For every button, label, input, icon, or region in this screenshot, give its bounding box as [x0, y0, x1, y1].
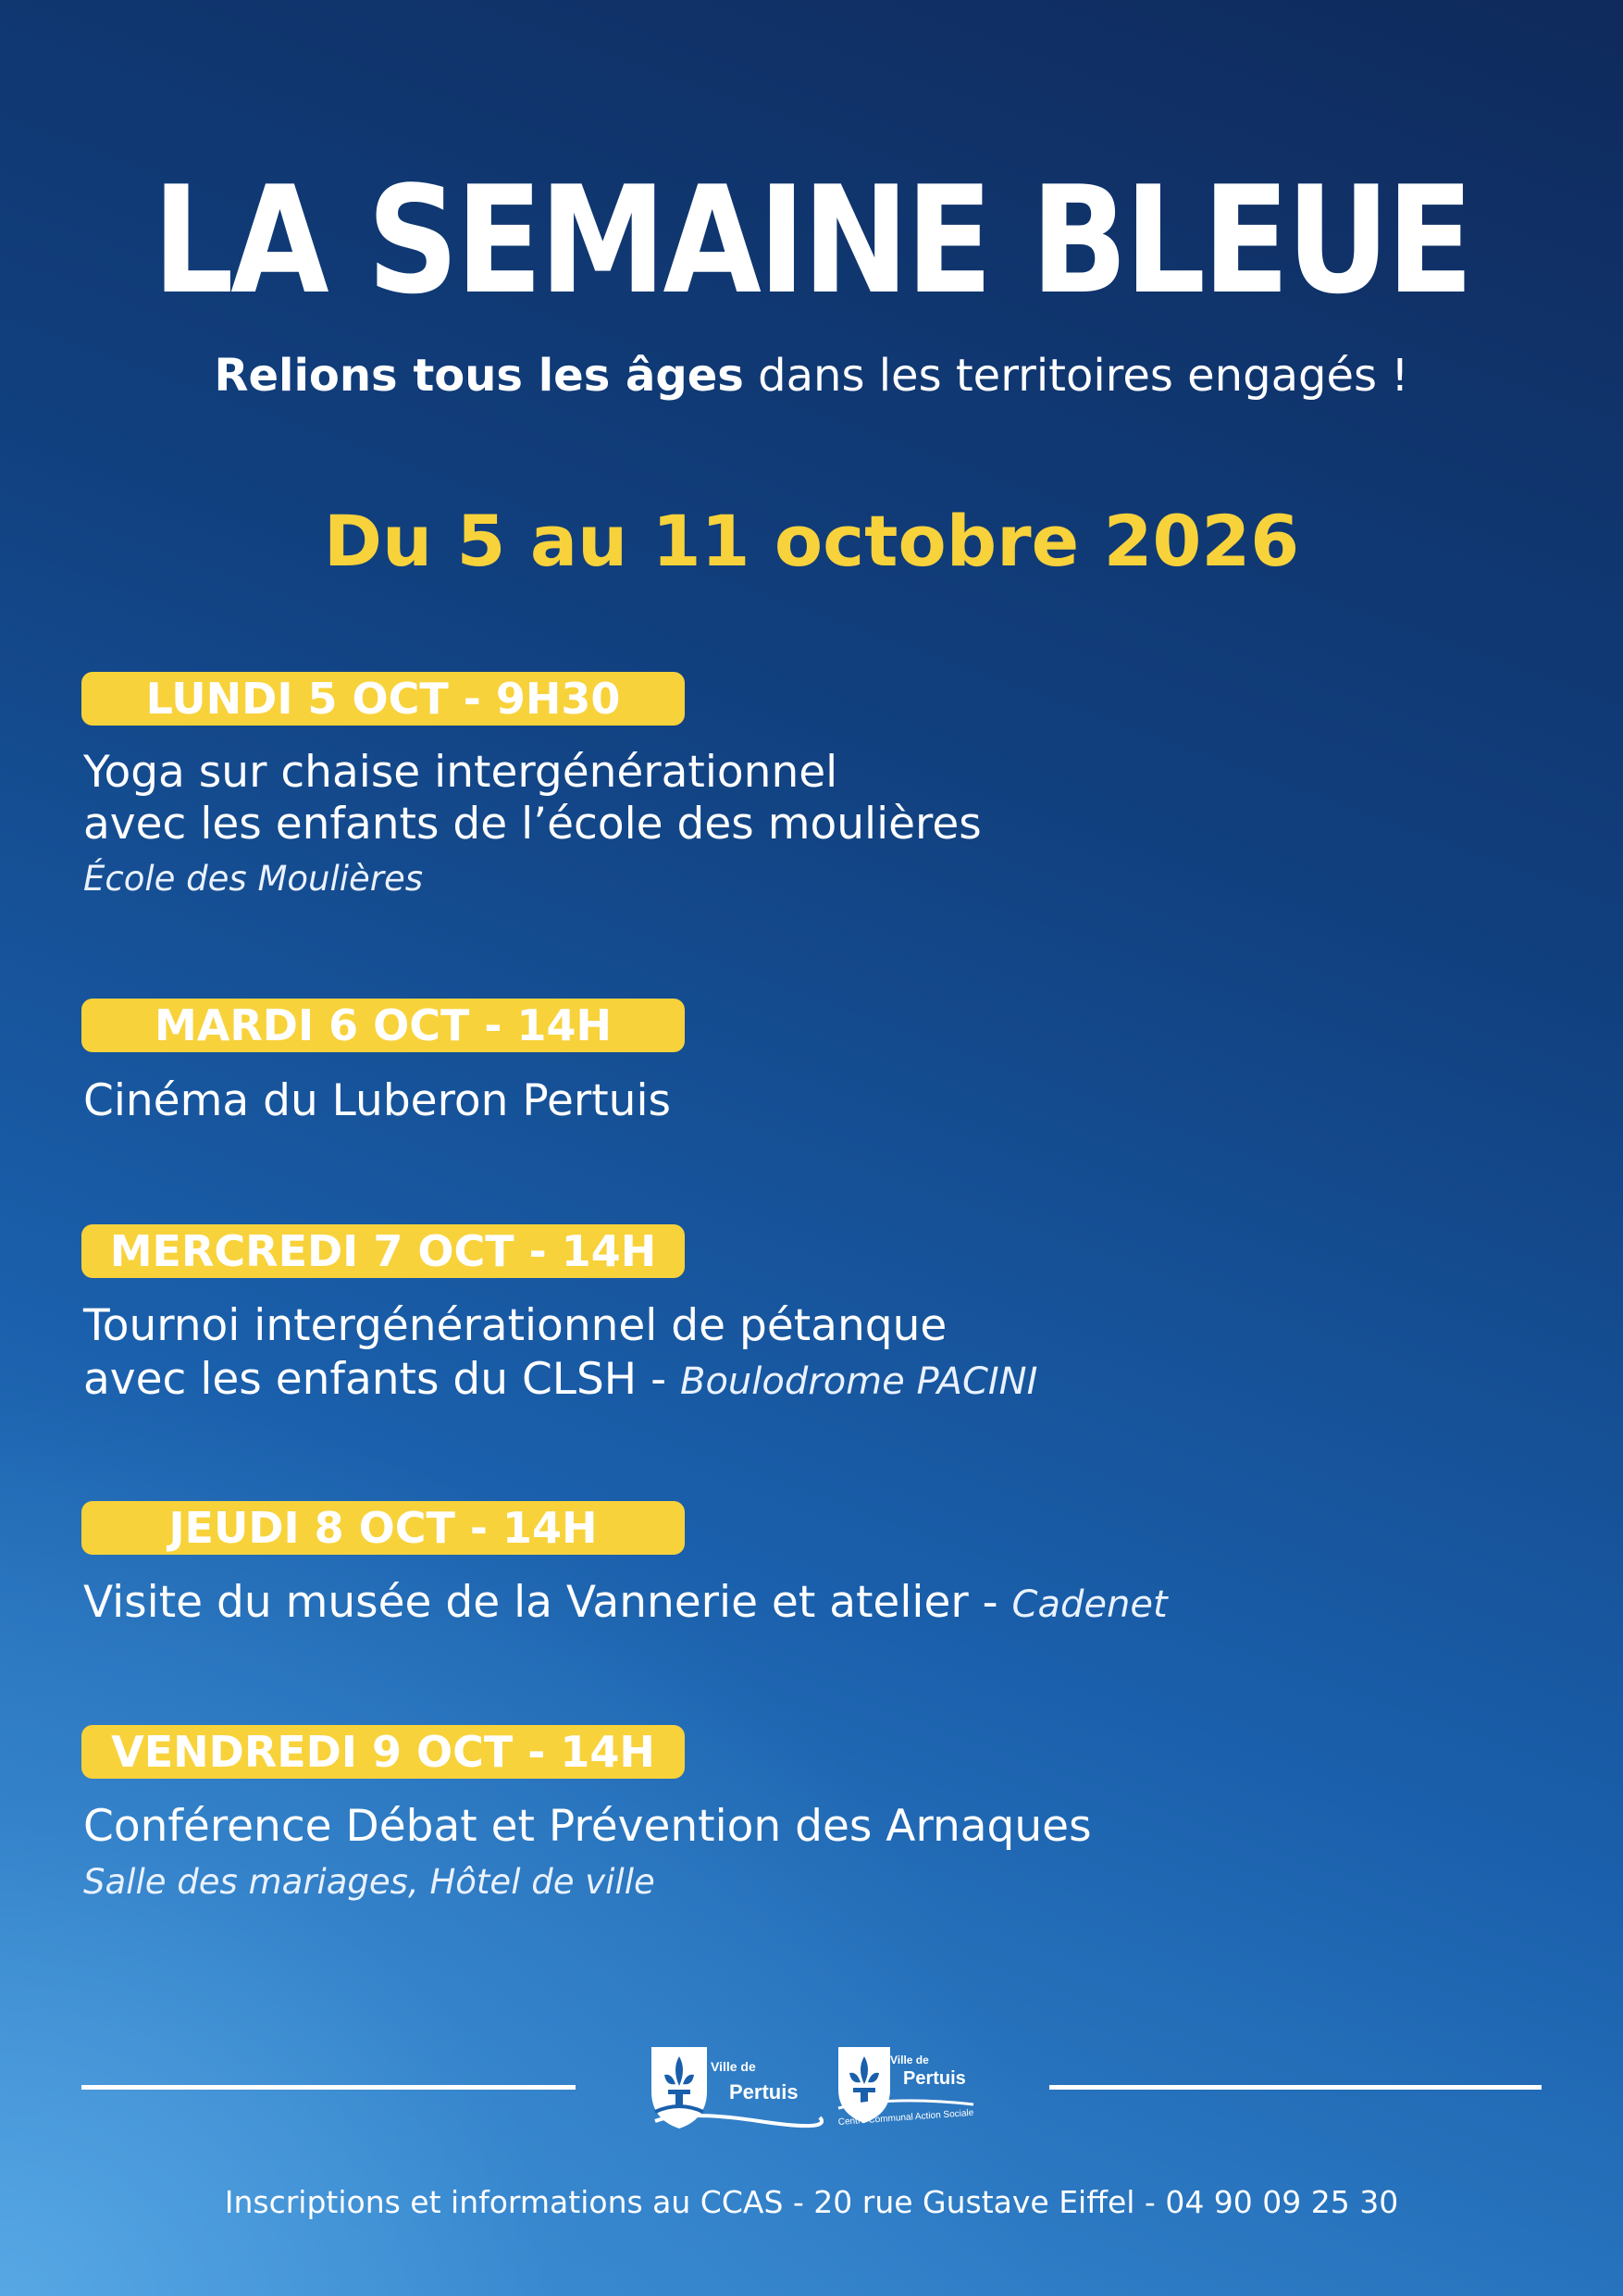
event-title-line2: avec les enfants du CLSH -: [83, 1354, 680, 1405]
event-dates: Du 5 au 11 octobre 2026: [323, 500, 1300, 582]
logo-text: Ville de: [890, 2054, 929, 2066]
ville-de-pertuis-logo: [648, 2043, 824, 2136]
event-title-line1: Cinéma du Luberon Pertuis: [83, 1075, 672, 1126]
event-title-line1: Visite du musée de la Vannerie et atelier -: [83, 1577, 1012, 1628]
day-badge: VENDREDI 9 OCT - 14H: [81, 1725, 685, 1779]
logo-text: Centre Communal Action Sociale: [837, 2107, 974, 2128]
event-place: Boulodrome PACINI: [680, 1360, 1038, 1403]
divider-right: [1049, 2085, 1542, 2090]
ccas-pertuis-logo: [835, 2043, 983, 2136]
logo-text: Pertuis: [903, 2068, 966, 2089]
divider-left: [81, 2085, 576, 2090]
event-place: Cadenet: [1011, 1583, 1168, 1626]
day-badge: LUNDI 5 OCT - 9H30: [81, 672, 685, 726]
subtitle: [0, 348, 1623, 403]
event-title-line1: Yoga sur chaise intergénérationnel: [83, 747, 838, 798]
footer-info: Inscriptions et informations au CCAS - 20 rue Gustave Eiffel - 04 90 09 25 30: [224, 2184, 1399, 2220]
subtitle-bold: Relions tous les âges: [214, 350, 744, 402]
fleur-de-lis-shield-icon: [648, 2043, 824, 2132]
poster-title: LA SEMAINE BLEUE: [152, 154, 1471, 327]
event-title-line2: avec les enfants de l’école des moulières: [83, 799, 982, 850]
event-title-line1: Conférence Débat et Prévention des Arnaques: [83, 1801, 1092, 1852]
event-title-line2-wrap: [83, 1354, 1037, 1408]
day-badge: MARDI 6 OCT - 14H: [81, 999, 685, 1052]
day-badge: MERCREDI 7 OCT - 14H: [81, 1224, 685, 1278]
fleur-de-lis-shield-icon: [835, 2043, 983, 2132]
event-title-line1: Tournoi intergénérationnel de pétanque: [83, 1300, 948, 1351]
event-place: Salle des mariages, Hôtel de ville: [83, 1862, 655, 1902]
logo-text: Ville de: [711, 2059, 756, 2074]
event-place: École des Moulières: [83, 859, 424, 899]
subtitle-rest: dans les territoires engagés !: [743, 350, 1409, 402]
logo-text: Pertuis: [729, 2080, 799, 2104]
day-badge: JEUDI 8 OCT - 14H: [81, 1501, 685, 1555]
event-title-line1-wrap: [83, 1577, 1168, 1631]
